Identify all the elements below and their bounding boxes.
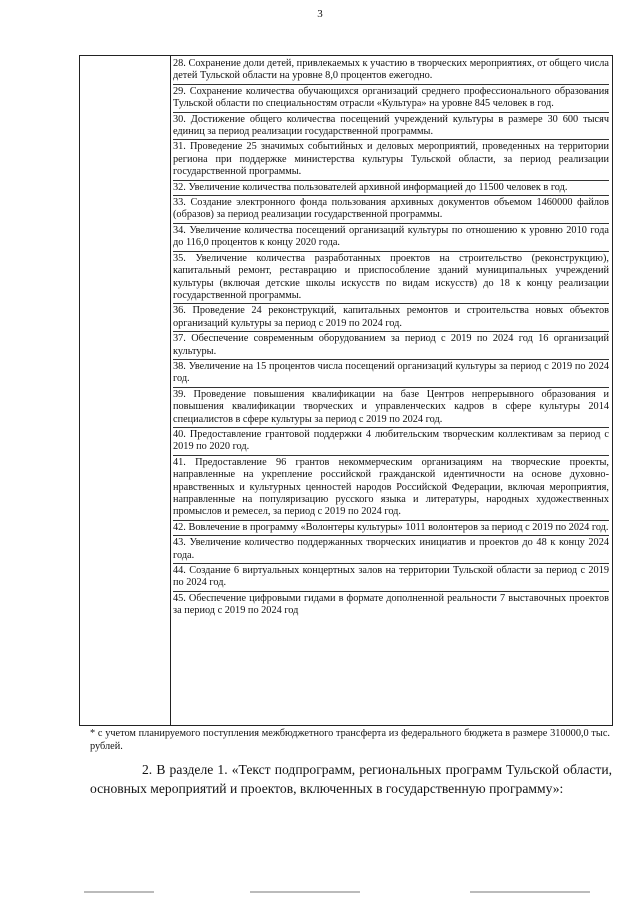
list-item: 38. Увеличение на 15 процентов числа посещений организаций культуры за период с 2019 по 2024 год. [173,361,609,388]
list-item: 31. Проведение 25 значимых событийных и деловых мероприятий, проведенных на территории региона при поддержке министерства культуры Тульской области, за период реализации государственной программы. [173,141,609,180]
list-item: 39. Проведение повышения квалификации на базе Центров непрерывного образования и повышения квалификации творческих и управленческих кадров в сфере культуры 2014 специалистов в сфере культуры за период с 2019 по 2024 год. [173,389,609,428]
table-right-column [170,56,612,620]
list-item: 40. Предоставление грантовой поддержки 4 любительским творческим коллективам за период с 2019 по 2020 год. [173,429,609,456]
list-item: 32. Увеличение количества пользователей архивной информацией до 11500 человек в год. [173,182,609,196]
list-item: 29. Сохранение количества обучающихся организаций среднего профессионального образования Тульской области по специальностям отрасли «Культура» на уровне 845 человек в год. [173,86,609,113]
list-item: 41. Предоставление 96 грантов некоммерческим организациям на творческие проекты, направленные на укрепление российской гражданской идентичности на основе духовно-нравственных и культурных ценностей народов Российской Федерации, включая мероприятия, направленные на популяризацию русского языка и литературы, народных художественных промыслов и ремесел, за период с 2019 по 2024 год. [173,457,609,521]
table-left-column [80,56,171,725]
list-item: 30. Достижение общего количества посещений учреждений культуры в размере 30 600 тысяч единиц за период реализации государственной программы. [173,114,609,141]
list-item: 43. Увеличение количество поддержанных творческих инициатив и проектов до 48 к концу 2024 года. [173,537,609,564]
list-item: 33. Создание электронного фонда пользования архивных документов объемом 1460000 файлов (образов) за период реализации государственной программы. [173,197,609,224]
list-item: 36. Проведение 24 реконструкций, капитальных ремонтов и строительства новых объектов организаций культуры за период с 2019 по 2024 год. [173,305,609,332]
body-paragraph: 2. В разделе 1. «Текст подпрограмм, региональных программ Тульской области, основных мероприятий и проектов, включенных в государственную программу»: [90,762,612,796]
indicators-table [79,55,613,726]
list-item: 34. Увеличение количества посещений организаций культуры по отношению к уровню 2010 года до 116,0 процентов к концу 2020 года. [173,225,609,252]
scan-artifact [470,891,590,893]
list-item: 37. Обеспечение современным оборудованием за период с 2019 по 2024 год 16 организаций культуры. [173,333,609,360]
scan-artifact [250,891,360,893]
list-item: 28. Сохранение доли детей, привлекаемых к участию в творческих мероприятиях, от общего числа детей Тульской области на уровне 8,0 процентов ежегодно. [173,58,609,85]
list-item: 44. Создание 6 виртуальных концертных залов на территории Тульской области за период с 2019 по 2024 год. [173,565,609,592]
list-item: 45. Обеспечение цифровыми гидами в формате дополненной реальности 7 выставочных проектов за период с 2019 по 2024 год [173,592,609,617]
list-item: 35. Увеличение количества разработанных проектов на строительство (реконструкцию), капитальный ремонт, реставрацию и приспособление зданий муниципальных учреждений культуры (включая детские школы искусств по видам искусств) до 18 к концу реализации государственной программы. [173,253,609,305]
list-item: 42. Вовлечение в программу «Волонтеры культуры» 1011 волонтеров за период с 2019 по 2024 год. [173,522,609,536]
page-number: 3 [317,8,323,20]
footnote: * с учетом планируемого поступления межбюджетного трансферта из федерального бюджета в размере 310000,0 тыс. рублей. [90,728,610,752]
scan-artifact [84,891,154,893]
